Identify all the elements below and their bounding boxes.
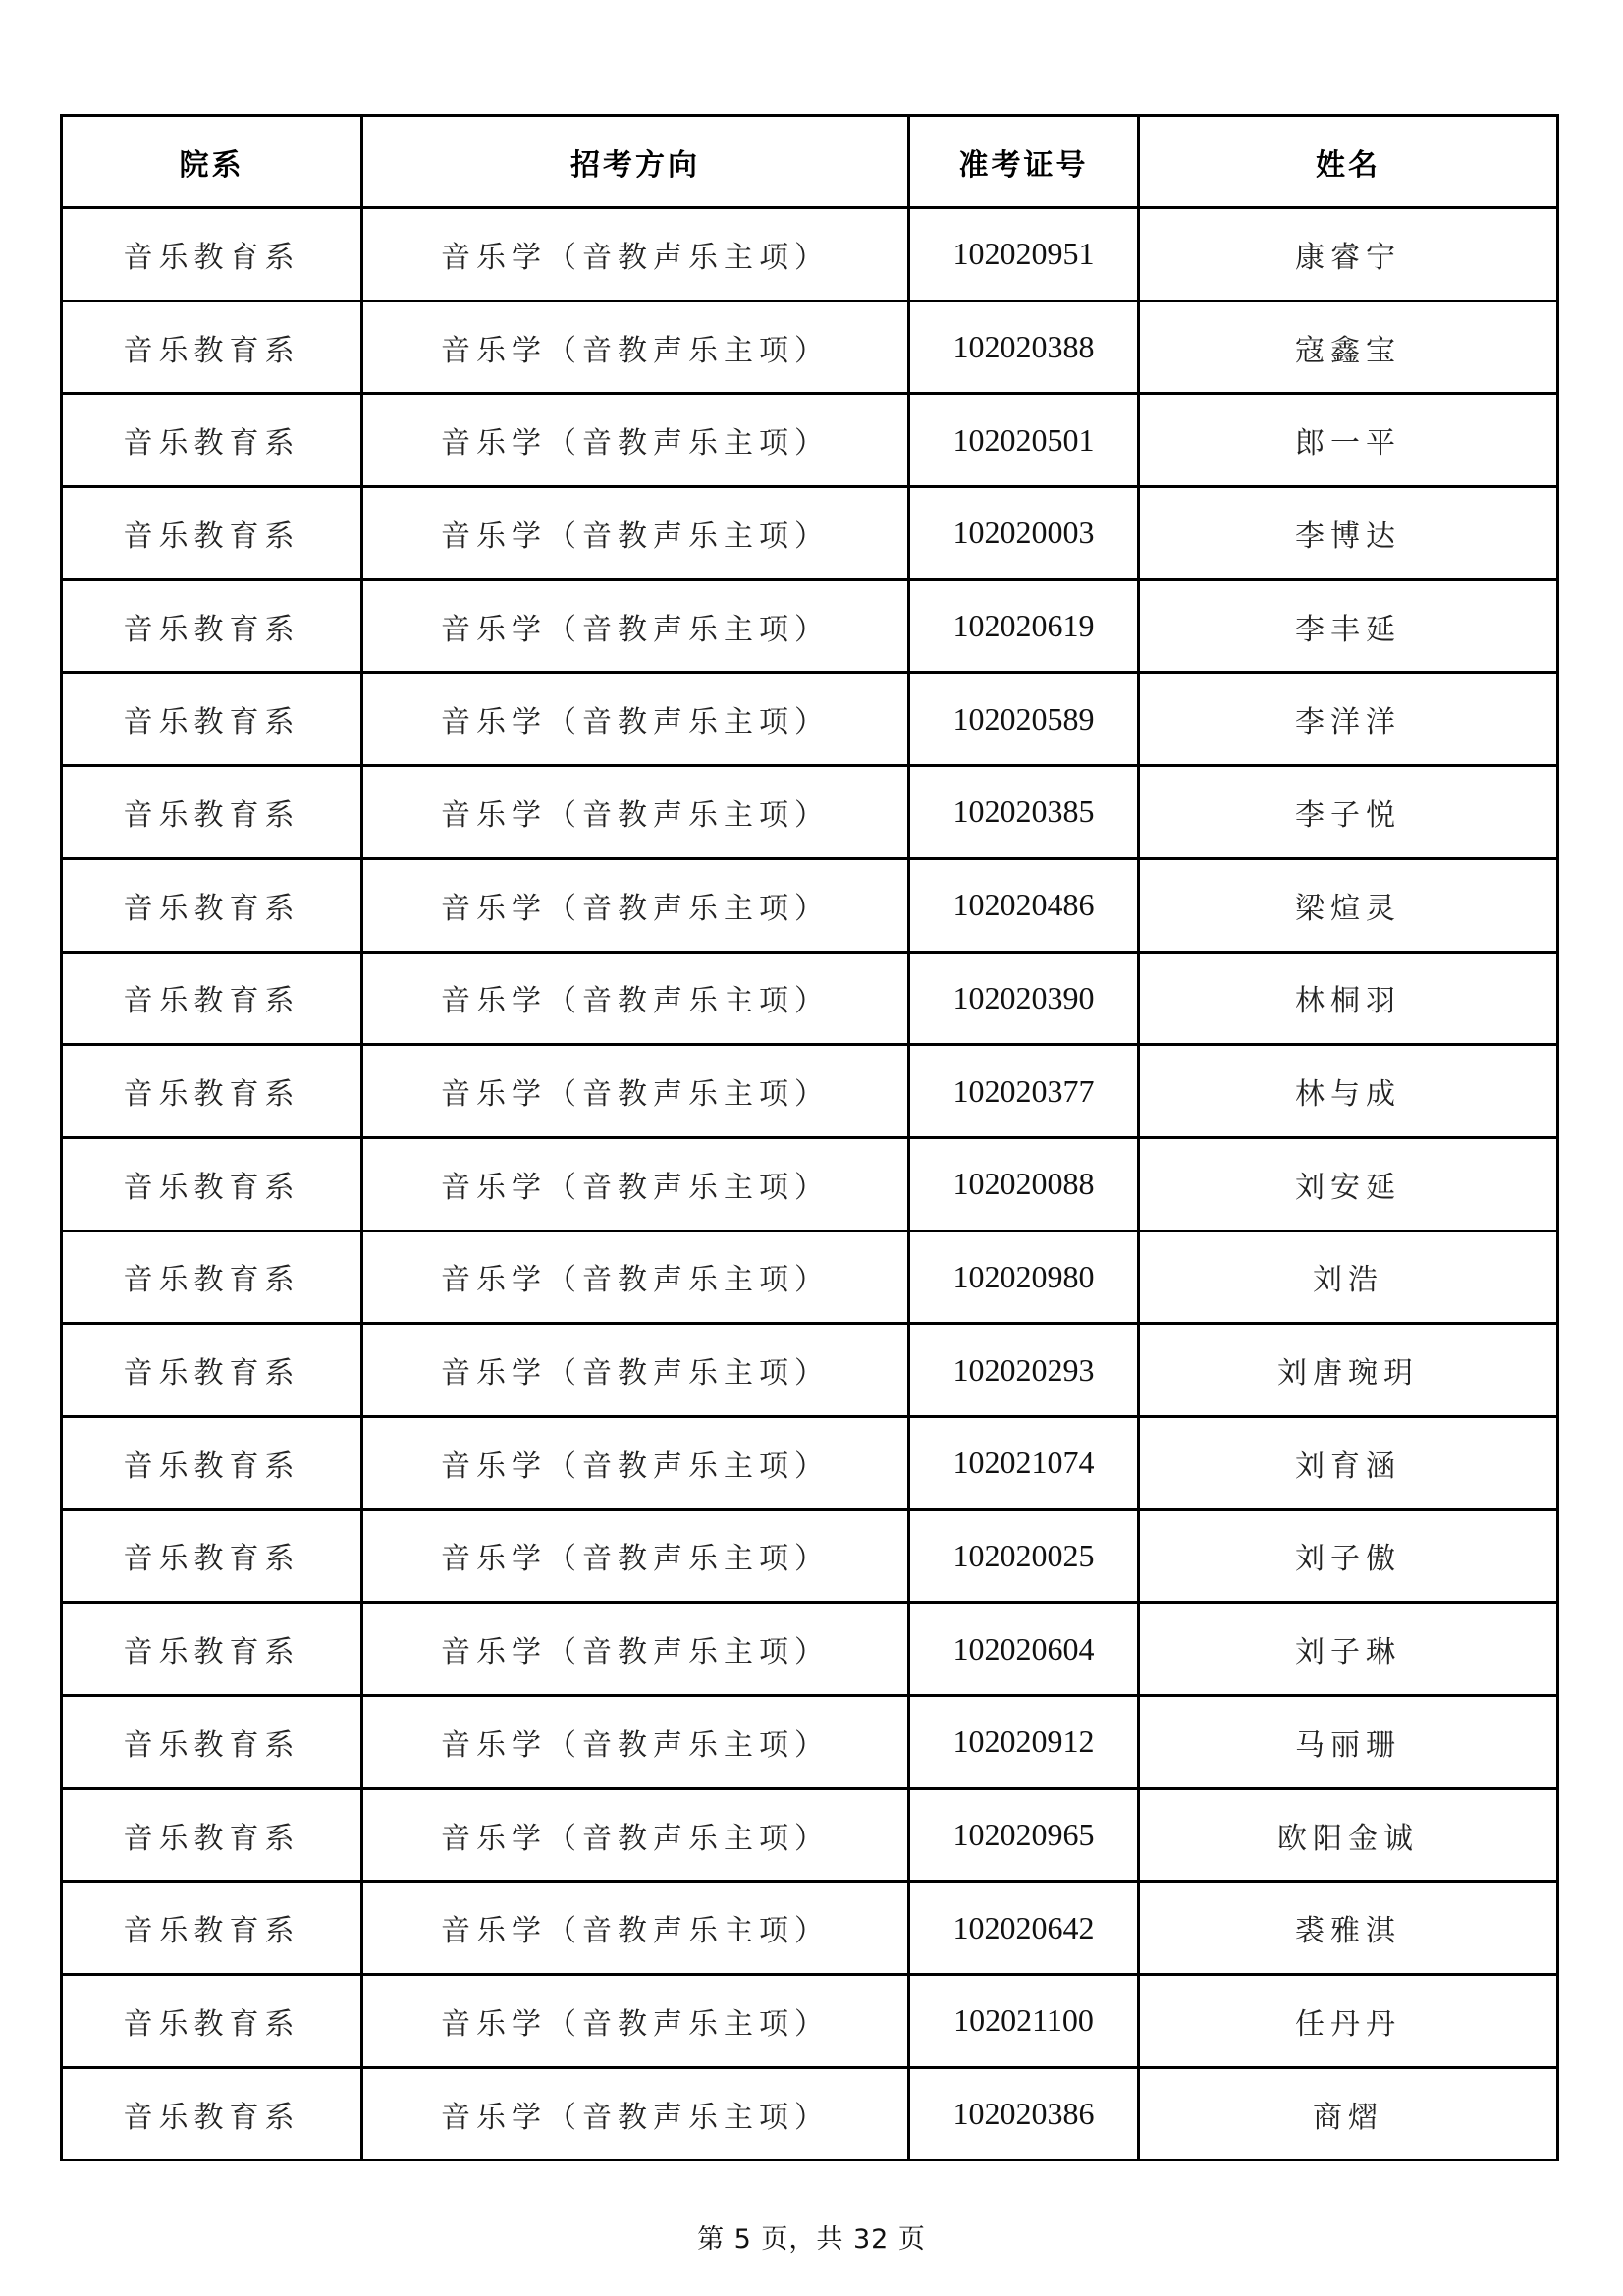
page-number-footer: 第 5 页，共 32 页: [697, 2224, 926, 2255]
cell-name: 刘安延: [1139, 1137, 1558, 1230]
cell-name: 刘浩: [1139, 1230, 1558, 1324]
cell-direction: 音乐学（音教声乐主项）: [362, 673, 909, 766]
table-row: [62, 1230, 1558, 1324]
cell-department: 音乐教育系: [62, 208, 362, 301]
cell-exam-id: 102020385: [909, 766, 1139, 859]
cell-name: 林与成: [1139, 1045, 1558, 1138]
cell-department: 音乐教育系: [62, 1882, 362, 1975]
cell-name: 康睿宁: [1139, 208, 1558, 301]
header-department: 院系: [62, 116, 362, 208]
table-body: [62, 208, 1558, 2160]
cell-department: 音乐教育系: [62, 1324, 362, 1417]
cell-exam-id: 102020293: [909, 1324, 1139, 1417]
cell-direction: 音乐学（音教声乐主项）: [362, 394, 909, 487]
cell-name: 寇鑫宝: [1139, 301, 1558, 394]
cell-exam-id: 102020980: [909, 1230, 1139, 1324]
cell-direction: 音乐学（音教声乐主项）: [362, 487, 909, 580]
cell-department: 音乐教育系: [62, 2067, 362, 2160]
cell-department: 音乐教育系: [62, 766, 362, 859]
cell-department: 音乐教育系: [62, 1230, 362, 1324]
cell-name: 郎一平: [1139, 394, 1558, 487]
table-row: [62, 1882, 1558, 1975]
cell-exam-id: 102021074: [909, 1416, 1139, 1509]
cell-department: 音乐教育系: [62, 1788, 362, 1882]
cell-name: 李丰延: [1139, 579, 1558, 673]
table-header-row: [62, 116, 1558, 208]
table-row: [62, 1137, 1558, 1230]
cell-direction: 音乐学（音教声乐主项）: [362, 2067, 909, 2160]
table-row: [62, 1788, 1558, 1882]
cell-department: 音乐教育系: [62, 301, 362, 394]
table-row: [62, 208, 1558, 301]
cell-department: 音乐教育系: [62, 858, 362, 952]
cell-name: 刘子琳: [1139, 1603, 1558, 1696]
cell-name: 梁煊灵: [1139, 858, 1558, 952]
cell-exam-id: 102020390: [909, 952, 1139, 1045]
table-row: [62, 1696, 1558, 1789]
table-row: [62, 673, 1558, 766]
cell-direction: 音乐学（音教声乐主项）: [362, 1416, 909, 1509]
cell-name: 刘育涵: [1139, 1416, 1558, 1509]
cell-department: 音乐教育系: [62, 394, 362, 487]
cell-exam-id: 102020965: [909, 1788, 1139, 1882]
table-row: [62, 858, 1558, 952]
cell-name: 商熠: [1139, 2067, 1558, 2160]
cell-direction: 音乐学（音教声乐主项）: [362, 1882, 909, 1975]
cell-direction: 音乐学（音教声乐主项）: [362, 1509, 909, 1603]
cell-name: 任丹丹: [1139, 1975, 1558, 2068]
table-row: [62, 579, 1558, 673]
cell-direction: 音乐学（音教声乐主项）: [362, 1975, 909, 2068]
table-row: [62, 1509, 1558, 1603]
cell-department: 音乐教育系: [62, 673, 362, 766]
cell-department: 音乐教育系: [62, 1137, 362, 1230]
cell-department: 音乐教育系: [62, 1045, 362, 1138]
table-row: [62, 1045, 1558, 1138]
cell-exam-id: 102020486: [909, 858, 1139, 952]
cell-direction: 音乐学（音教声乐主项）: [362, 766, 909, 859]
cell-department: 音乐教育系: [62, 952, 362, 1045]
cell-name: 马丽珊: [1139, 1696, 1558, 1789]
table-row: [62, 487, 1558, 580]
cell-name: 李洋洋: [1139, 673, 1558, 766]
cell-direction: 音乐学（音教声乐主项）: [362, 208, 909, 301]
table-row: [62, 301, 1558, 394]
cell-direction: 音乐学（音教声乐主项）: [362, 952, 909, 1045]
cell-name: 裘雅淇: [1139, 1882, 1558, 1975]
cell-direction: 音乐学（音教声乐主项）: [362, 1045, 909, 1138]
cell-department: 音乐教育系: [62, 487, 362, 580]
cell-exam-id: 102020912: [909, 1696, 1139, 1789]
cell-exam-id: 102020003: [909, 487, 1139, 580]
table-row: [62, 1603, 1558, 1696]
cell-name: 李博达: [1139, 487, 1558, 580]
cell-exam-id: 102020951: [909, 208, 1139, 301]
table-row: [62, 2067, 1558, 2160]
cell-exam-id: 102020604: [909, 1603, 1139, 1696]
cell-direction: 音乐学（音教声乐主项）: [362, 1788, 909, 1882]
cell-exam-id: 102020501: [909, 394, 1139, 487]
cell-direction: 音乐学（音教声乐主项）: [362, 1137, 909, 1230]
cell-direction: 音乐学（音教声乐主项）: [362, 1324, 909, 1417]
cell-department: 音乐教育系: [62, 1509, 362, 1603]
table-row: [62, 1416, 1558, 1509]
header-name: 姓名: [1139, 116, 1558, 208]
cell-exam-id: 102020088: [909, 1137, 1139, 1230]
cell-name: 李子悦: [1139, 766, 1558, 859]
cell-name: 刘子傲: [1139, 1509, 1558, 1603]
cell-direction: 音乐学（音教声乐主项）: [362, 858, 909, 952]
table-row: [62, 766, 1558, 859]
cell-exam-id: 102020619: [909, 579, 1139, 673]
admission-roster-table: [60, 114, 1559, 2161]
table-row: [62, 1975, 1558, 2068]
cell-direction: 音乐学（音教声乐主项）: [362, 1603, 909, 1696]
cell-direction: 音乐学（音教声乐主项）: [362, 301, 909, 394]
table-row: [62, 394, 1558, 487]
header-exam-id: 准考证号: [909, 116, 1139, 208]
cell-name: 林桐羽: [1139, 952, 1558, 1045]
cell-department: 音乐教育系: [62, 1416, 362, 1509]
cell-exam-id: 102020642: [909, 1882, 1139, 1975]
cell-direction: 音乐学（音教声乐主项）: [362, 1696, 909, 1789]
cell-name: 欧阳金诚: [1139, 1788, 1558, 1882]
cell-exam-id: 102020589: [909, 673, 1139, 766]
cell-direction: 音乐学（音教声乐主项）: [362, 579, 909, 673]
table-row: [62, 952, 1558, 1045]
cell-name: 刘唐琬玥: [1139, 1324, 1558, 1417]
cell-exam-id: 102021100: [909, 1975, 1139, 2068]
table-row: [62, 1324, 1558, 1417]
cell-department: 音乐教育系: [62, 1696, 362, 1789]
cell-exam-id: 102020025: [909, 1509, 1139, 1603]
cell-department: 音乐教育系: [62, 1603, 362, 1696]
cell-exam-id: 102020377: [909, 1045, 1139, 1138]
cell-department: 音乐教育系: [62, 579, 362, 673]
cell-direction: 音乐学（音教声乐主项）: [362, 1230, 909, 1324]
header-direction: 招考方向: [362, 116, 909, 208]
cell-exam-id: 102020386: [909, 2067, 1139, 2160]
cell-exam-id: 102020388: [909, 301, 1139, 394]
cell-department: 音乐教育系: [62, 1975, 362, 2068]
